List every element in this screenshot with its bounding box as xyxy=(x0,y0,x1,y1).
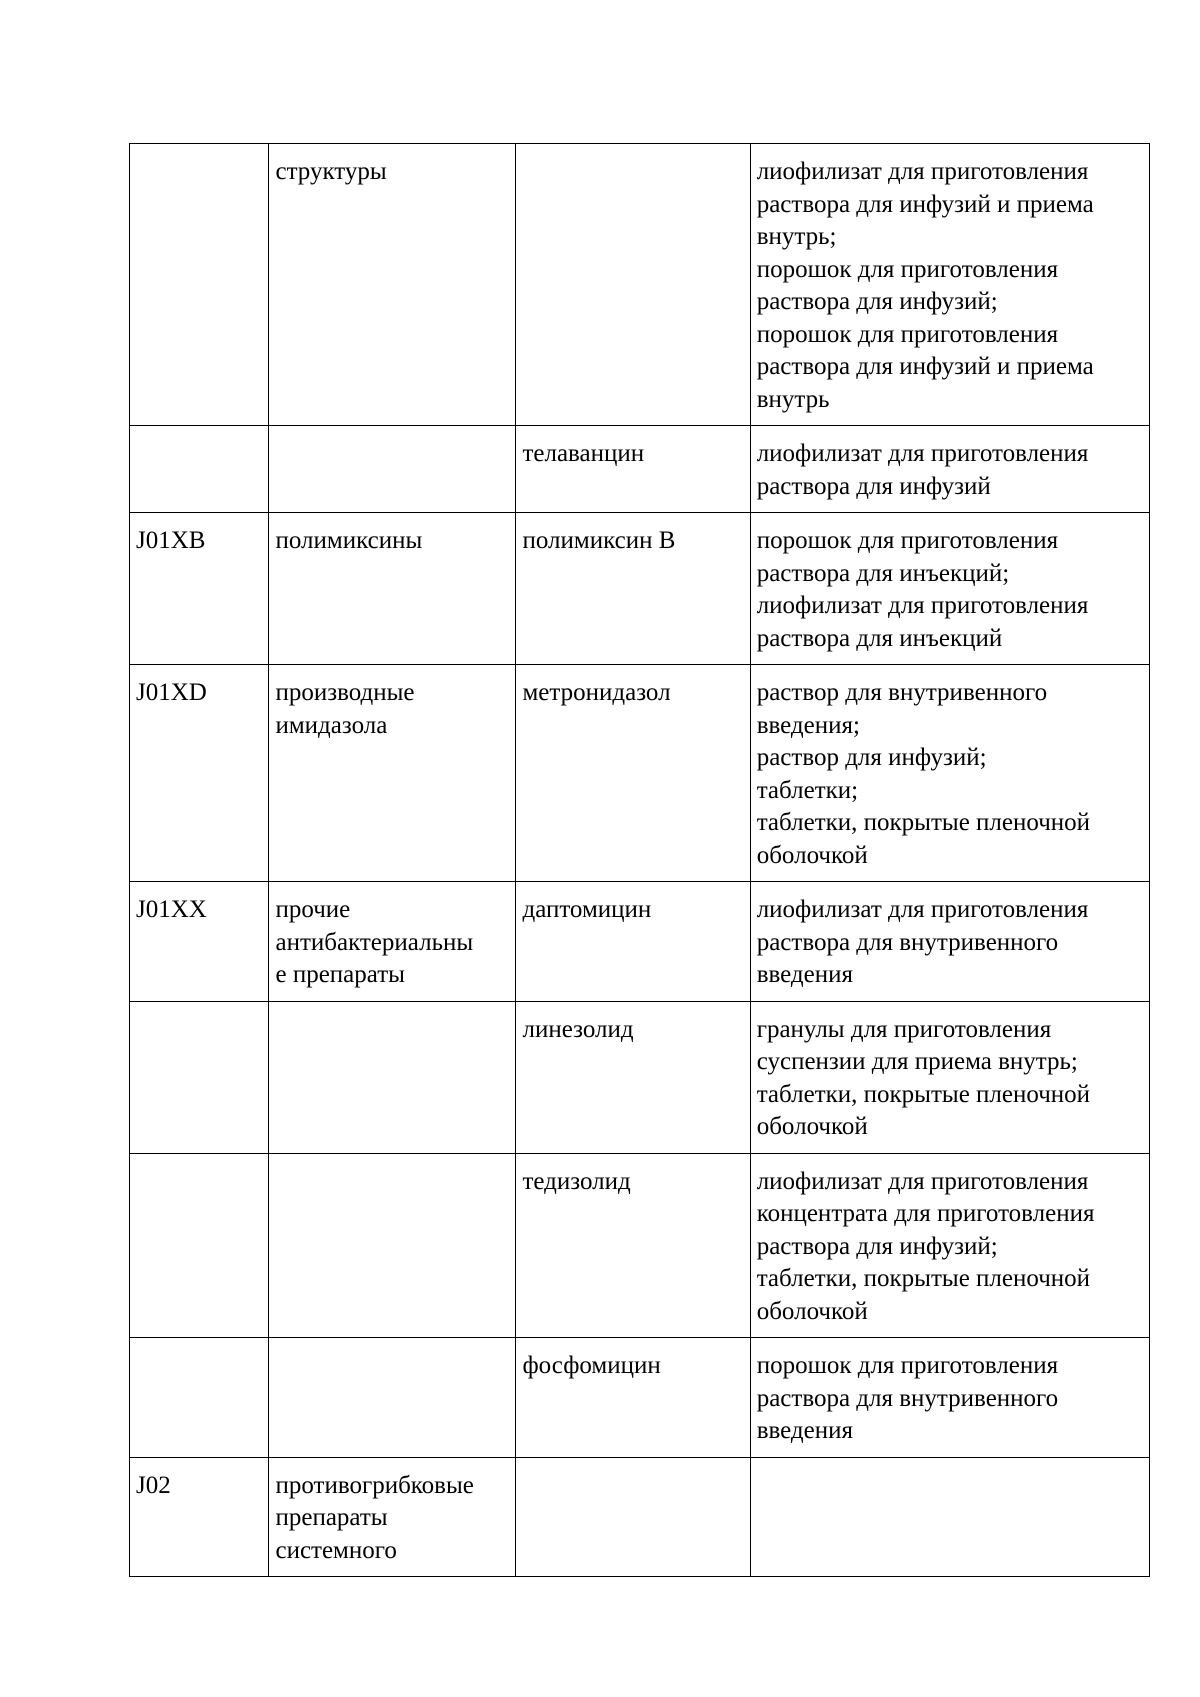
dosage-form-line: таблетки, покрытые пленочной xyxy=(756,1080,1091,1108)
dosage-form-line: оболочкой xyxy=(756,1113,868,1140)
group-line: антибактериальны xyxy=(275,928,474,956)
drug-name-cell xyxy=(516,1153,750,1338)
dosage-form-line: раствор для внутривенного xyxy=(756,679,1048,706)
drug-name-line: телаванцин xyxy=(522,440,645,467)
drug-name-line: даптомицин xyxy=(522,896,652,923)
table-row xyxy=(130,426,1150,513)
dosage-form-cell xyxy=(750,1153,1149,1338)
group-line: структуры xyxy=(275,158,387,185)
dosage-form-line: раствор для инфузий; xyxy=(756,744,987,771)
dosage-form-cell xyxy=(750,1001,1149,1153)
dosage-form-line: оболочкой xyxy=(756,1297,868,1325)
atc-code-cell xyxy=(130,882,269,1002)
dosage-form-line: раствора для инфузий и приема xyxy=(756,190,1094,218)
group-line: е препараты xyxy=(275,961,405,988)
atc-code-cell xyxy=(130,513,269,665)
dosage-form-line: таблетки, покрытые пленочной xyxy=(756,809,1091,836)
atc-code: J02 xyxy=(136,1471,171,1499)
dosage-form-line: лиофилизат для приготовления xyxy=(756,896,1089,923)
group-cell xyxy=(269,144,516,426)
drug-name-cell xyxy=(516,426,750,513)
table-body xyxy=(130,144,1150,1577)
group-cell xyxy=(269,1338,516,1458)
group-cell xyxy=(269,1457,516,1577)
dosage-form-line: суспензии для приема внутрь; xyxy=(756,1048,1078,1075)
group-line: имидазола xyxy=(275,711,388,739)
dosage-form-line: раствора для внутривенного xyxy=(756,1384,1059,1412)
group-line: системного xyxy=(275,1536,397,1564)
dosage-form-cell xyxy=(750,144,1149,426)
drug-name-cell xyxy=(516,1338,750,1458)
atc-code-cell xyxy=(130,1153,269,1338)
table-row xyxy=(130,1338,1150,1458)
dosage-form-line: таблетки; xyxy=(756,776,859,804)
dosage-form-cell xyxy=(750,882,1149,1002)
group-cell xyxy=(269,1153,516,1338)
atc-code-cell xyxy=(130,144,269,426)
dosage-form-line: лиофилизат для приготовления xyxy=(756,1167,1089,1195)
dosage-form-line: оболочкой xyxy=(756,841,868,869)
drug-name-cell xyxy=(516,144,750,426)
drug-name-line: линезолид xyxy=(522,1015,634,1043)
group-line: полимиксины xyxy=(275,527,423,554)
group-cell xyxy=(269,426,516,513)
dosage-form-line: введения xyxy=(756,961,854,988)
drug-name-line: фосфомицин xyxy=(522,1352,661,1379)
dosage-form-line: введения xyxy=(756,1417,854,1444)
drug-name-cell xyxy=(516,513,750,665)
drug-name-cell xyxy=(516,882,750,1002)
group-cell xyxy=(269,513,516,665)
table-row xyxy=(130,1457,1150,1577)
dosage-form-cell xyxy=(750,513,1149,665)
dosage-form-line: порошок для приготовления xyxy=(756,320,1059,348)
dosage-form-cell xyxy=(750,426,1149,513)
table-row xyxy=(130,665,1150,882)
table-row xyxy=(130,1001,1150,1153)
dosage-form-line: гранулы для приготовления xyxy=(756,1015,1052,1043)
atc-code-cell xyxy=(130,1338,269,1458)
dosage-form-line: порошок для приготовления xyxy=(756,1352,1059,1379)
drug-name-cell xyxy=(516,1457,750,1577)
table-row xyxy=(130,1153,1150,1338)
dosage-form-line: порошок для приготовления xyxy=(756,527,1059,554)
dosage-form-line: лиофилизат для приготовления xyxy=(756,592,1089,619)
atc-code: J01XD xyxy=(136,679,207,706)
atc-code-cell xyxy=(130,1457,269,1577)
dosage-form-line: раствора для инфузий; xyxy=(756,288,998,315)
table-row xyxy=(130,882,1150,1002)
table-row xyxy=(130,144,1150,426)
dosage-form-line: концентрата для приготовления xyxy=(756,1200,1095,1227)
dosage-form-cell xyxy=(750,665,1149,882)
atc-code-cell xyxy=(130,426,269,513)
group-line: противогрибковые xyxy=(275,1471,474,1499)
dosage-form-line: раствора для инъекций xyxy=(756,624,1003,652)
dosage-form-line: раствора для инфузий; xyxy=(756,1232,998,1260)
drug-name-line: тедизолид xyxy=(522,1167,631,1195)
group-line: производные xyxy=(275,679,415,706)
drug-name-line: полимиксин B xyxy=(522,527,676,554)
atc-code-cell xyxy=(130,665,269,882)
dosage-form-line: раствора для инфузий и приема xyxy=(756,353,1094,380)
atc-code-cell xyxy=(130,1001,269,1153)
dosage-form-cell xyxy=(750,1457,1149,1577)
table-row xyxy=(130,513,1150,665)
dosage-form-line: порошок для приготовления xyxy=(756,255,1059,283)
atc-code: J01XB xyxy=(136,527,206,554)
dosage-form-line: раствора для инфузий xyxy=(756,472,991,500)
dosage-form-line: введения; xyxy=(756,711,860,739)
drug-table xyxy=(129,143,1150,1577)
atc-code: J01XX xyxy=(136,896,207,923)
dosage-form-line: лиофилизат для приготовления xyxy=(756,158,1089,185)
drug-name-cell xyxy=(516,1001,750,1153)
group-line: препараты xyxy=(275,1504,388,1531)
dosage-form-line: раствора для инъекций; xyxy=(756,559,1010,587)
group-cell xyxy=(269,665,516,882)
group-line: прочие xyxy=(275,896,351,923)
group-cell xyxy=(269,882,516,1002)
drug-name-cell xyxy=(516,665,750,882)
dosage-form-cell xyxy=(750,1338,1149,1458)
group-cell xyxy=(269,1001,516,1153)
dosage-form-line: раствора для внутривенного xyxy=(756,928,1059,956)
dosage-form-line: таблетки, покрытые пленочной xyxy=(756,1265,1091,1292)
dosage-form-line: лиофилизат для приготовления xyxy=(756,440,1089,467)
dosage-form-line: внутрь; xyxy=(756,223,837,250)
drug-name-line: метронидазол xyxy=(522,679,671,706)
dosage-form-line: внутрь xyxy=(756,385,830,413)
